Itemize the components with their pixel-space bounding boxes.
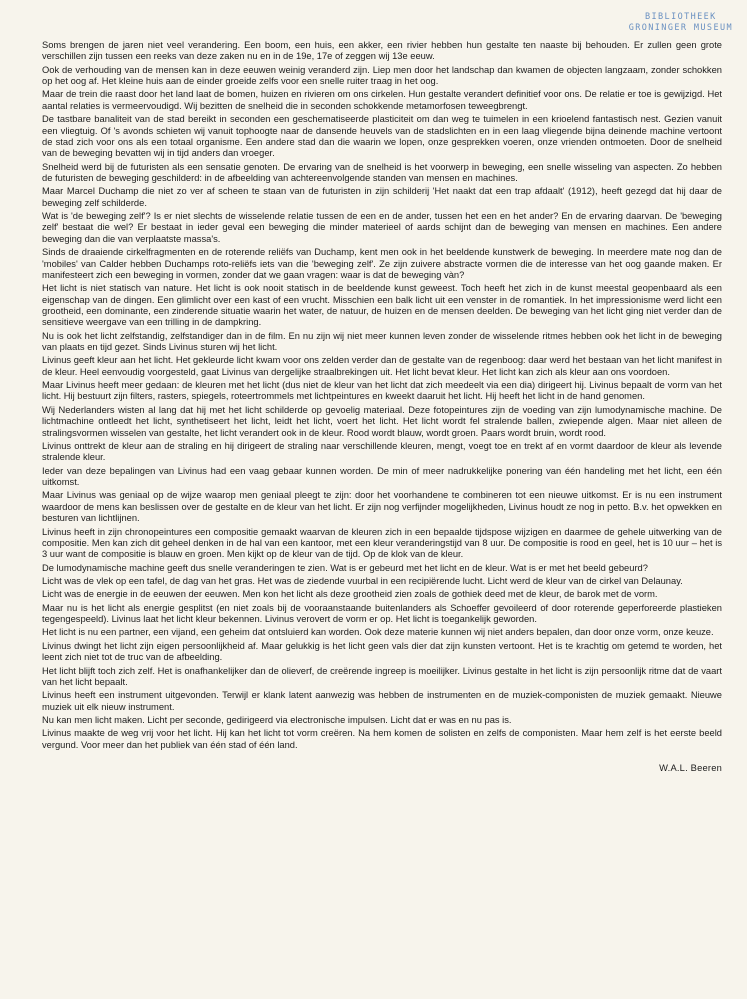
paragraph: Maar Livinus was geniaal op de wijze waarop men geniaal pleegt te zijn: door het voorhandene te combineren tot een nieuwe uitkomst. Er is nu een instrument waardoor de mens kan beslissen over de gestalte en de kleur van het licht. Er zijn nog verfijnder mogelijkheden, Livinus houdt ze nog in petto. B.v. het opwekken en besturen van lichtlijnen.	[42, 490, 722, 524]
paragraph: Maar Livinus heeft meer gedaan: de kleuren met het licht (dus niet de kleur van het licht dat zich meedeelt via een dia) dirigeert hij. Livinus bepaalt de vorm van het licht. Hij bestuurt zijn filters, rasters, spiegels, roteertrommels met lichtpeintures en kweekt daaruit het licht. Hij heeft het licht in de hand genomen.	[42, 380, 722, 402]
paragraph: Nu is ook het licht zelfstandig, zelfstandiger dan in de film. En nu zijn wij niet meer kunnen leven zonder de wisselende ritmes hebben ook het licht in de beweging van plaats en tijd gezet. Sinds Livinus sturen wij het licht.	[42, 330, 722, 353]
paragraph: Het licht blijft toch zich zelf. Het is onafhankelijker dan de olieverf, de creërende ingreep is moeilijker. Livinus gestalte in het licht is zijn persoonlijk ritme dat de vaart van het licht bepaalt.	[42, 665, 722, 687]
paragraph: De lumodynamische machine geeft dus snelle veranderingen te zien. Wat is er gebeurd met het licht en de kleur. Wat is er met het beeld gebeurd?	[42, 562, 648, 573]
paragraph: Livinus onttrekt de kleur aan de straling en hij dirigeert de straling naar verschillende kleuren, mengt, voegt toe en trekt af en vormt daardoor de kleur als levende stralende kleur.	[42, 440, 722, 463]
paragraph: Livinus dwingt het licht zijn eigen persoonlijkheid af. Maar gelukkig is het licht geen vals dier dat zijn kunsten vertoont. Het is te krachtig om getemd te worden, het leent zich niet tot de truc van de afbeelding.	[42, 640, 722, 663]
paragraph: Soms brengen de jaren niet veel verandering. Een boom, een huis, een akker, een rivier hebben hun gestalte ten naaste bij behouden. Er zullen geen grote verschillen zijn tussen een reeks van deze zaken nu en in de 19e, 17e of zeggen wij 13e eeuw.	[42, 40, 722, 62]
paragraph: Snelheid werd bij de futuristen als een sensatie genoten. De ervaring van de snelheid is het voorwerp in beweging, een snelle wisseling van aspecten. Zo hebben de futuristen de beweging geschilderd: in de afbeelding van achtereenvolgende standen van mensen en machines.	[42, 161, 722, 183]
article-body	[42, 40, 722, 775]
library-stamp	[629, 12, 733, 34]
paragraph: Licht was de vlek op een tafel, de dag van het gras. Het was de ziedende vuurbal in een recipiërende lucht. Licht werd de kleur van de cirkel van Delaunay.	[42, 575, 683, 586]
paragraph: Livinus heeft in zijn chronopeintures een compositie gemaakt waarvan de kleuren zich in een bepaalde tijdspose wijzigen en daarmee de gehele uitwerking van de compositie. Men kan zich dit geheel denken in de hal van een kantoor, met een kleur veranderingstijd van 8 uur. De compositie is rood en geel, het is 10 uur – het is 3 uur want de compositie is blauw en groen. Men kijkt op de kleur van de tijd. Op de klok van de kleur.	[42, 526, 722, 560]
paragraph: Sinds de draaiende cirkelfragmenten en de roterende reliëfs van Duchamp, kent men ook in het beeldende kunstwerk de beweging. In meerdere mate nog dan de 'mobiles' van Calder hebben Duchamps roto-reliëfs iets van die 'beweging zelf'. Ze zijn zuivere abstracte vormen die de interesse van het oog gaande maken. Er manifesteert zich een beweging in vormen, zonder dat we gaan vragen: waar is dat de beweging vàn?	[42, 247, 722, 280]
paragraph: Wat is 'de beweging zelf'? Is er niet slechts de wisselende relatie tussen de een en de ander, tussen het een en het ander? En de ervaring daarvan. De 'beweging zelf' bestaat die wel? Er bestaat in ieder geval een beweging die minder materieel of aards schijnt dan de beweging van mensen en machines. Een andere beweging dan die van verplaatste massa's.	[42, 211, 722, 244]
paragraph: De tastbare banaliteit van de stad bereikt in seconden een geschematiseerde plasticiteit om dan weg te tuimelen in een krioelend fantastisch nest. Gezien vanuit een vliegtuig. Of 's avonds schieten wij vanuit tophoogte naar de dansende heuvels van de stadslichten en in een laag vliegende bijna deinende machine vertoont de stad zich voor ons als een totaal organisme. Een andere stad dan die waarin we lopen, onze gesprekken voeren, onze vrienden ontmoeten. Door de snelheid van de beweging bevatten wij in tijd anders dan vroeger.	[42, 114, 722, 159]
paragraph: Maar Marcel Duchamp die niet zo ver af scheen te staan van de futuristen in zijn schilderij 'Het naakt dat een trap afdaalt' (1912), heeft gezegd dat hij daar de beweging zelf schilderde.	[42, 186, 722, 208]
paragraph: Livinus heeft een instrument uitgevonden. Terwijl er klank latent aanwezig was hebben de instrumenten en de muziek-componisten de muziek gemaakt. Nieuwe muziek uit elk nieuw instrument.	[42, 690, 722, 712]
paragraph: Ook de verhouding van de mensen kan in deze eeuwen weinig veranderd zijn. Liep men door het landschap dan kwamen de objecten langzaam, zonder schokken op het oog af. Het kleine huis aan de einder groeide zelfs voor een snelle ruiter traag in het oog.	[42, 64, 722, 87]
paragraph: Wij Nederlanders wisten al lang dat hij met het licht schilderde op gevoelig materiaal. Deze fotopeintures zijn de voeding van zijn lumodynamische machine. De lichtmachine ontleedt het licht, synthetiseert het licht, leidt het licht, voert het licht. Het licht wordt fel stralende ballen, zwiepende algen. Maar niet alleen de stralingsvormen wisselen van gestalte, het licht verandert ook in de kleur. Rood wordt blauw, wordt groen. Paars wordt bruin, wordt rood.	[42, 404, 722, 438]
stamp-line-museum: GRONINGER MUSEUM	[628, 23, 733, 33]
paragraph: Licht was de energie in de eeuwen der eeuwen. Men kon het licht als deze grootheid zien zoals de gothiek deed met de kleur, de barok met de vorm.	[42, 589, 658, 600]
paragraph: Het licht is niet statisch van nature. Het licht is ook nooit statisch in de beeldende kunst geweest. Toch heeft het zich in de kunst meestal geopenbaard als een eigenschap van de dingen. Een glimlicht over een kast of een vrucht. Misschien een balk licht uit een venster in de romantiek. In het impressionisme werd licht een grootheid, een dominante, een zinderende situatie waarin het water, de natuur, de huizen en de mensen deelden. De beweging van het licht ging niet verder dan de sensitieve weergave van een trilling in de dampkring.	[42, 283, 722, 328]
paragraph: Livinus maakte de weg vrij voor het licht. Hij kan het licht tot vorm creëren. Na hem komen de solisten en zelfs de componisten. Maar hem zelf is het eerste beeld vergund. Voor meer dan het publiek van één stad of één land.	[42, 728, 722, 750]
paragraph: Maar de trein die raast door het land laat de bomen, huizen en rivieren om ons cirkelen. Hun gestalte verandert definitief voor ons. De relatie er toe is gewijzigd. Het aantal relaties is vermeervoudigd. Wij bezitten de snelheid die in seconden schokkende metamorfosen teweegbrengt.	[42, 89, 722, 111]
paragraph: Ieder van deze bepalingen van Livinus had een vaag gebaar kunnen worden. De min of meer nadrukkelijke ponering van één handeling met het licht, een één uitkomst.	[42, 465, 722, 488]
paragraph: Het licht is nu een partner, een vijand, een geheim dat ontsluierd kan worden. Ook deze materie kunnen wij niet anders bepalen, dan door onze vorm, onze keuze.	[42, 627, 714, 638]
stamp-line-library: BIBLIOTHEEK	[645, 12, 717, 22]
author-signature: W.A.L. Beeren	[659, 763, 722, 774]
paragraph: Maar nu is het licht als energie gesplitst (en niet zoals bij de vooraanstaande buitenlanders als Schoeffer gevoileerd of door roterende geperforeerde plastieken tegengespeeld). Livinus laat het licht kleur bekennen. Livinus verovert de vorm er op. Het licht is toegankelijk geworden.	[42, 602, 722, 625]
paragraph: Livinus geeft kleur aan het licht. Het gekleurde licht kwam voor ons zelden verder dan de gestalte van de regenboog: daar werd het bestaan van het licht manifest in de kleur. Heel eenvoudig voorgesteld, gaat Livinus van dergelijke straalbrekingen uit. Het licht bevat kleur. Het licht kan zich als kleur aan ons voordoen.	[42, 355, 722, 377]
paragraph: Nu kan men licht maken. Licht per seconde, gedirigeerd via electronische impulsen. Licht dat er was en nu pas is.	[42, 715, 512, 726]
